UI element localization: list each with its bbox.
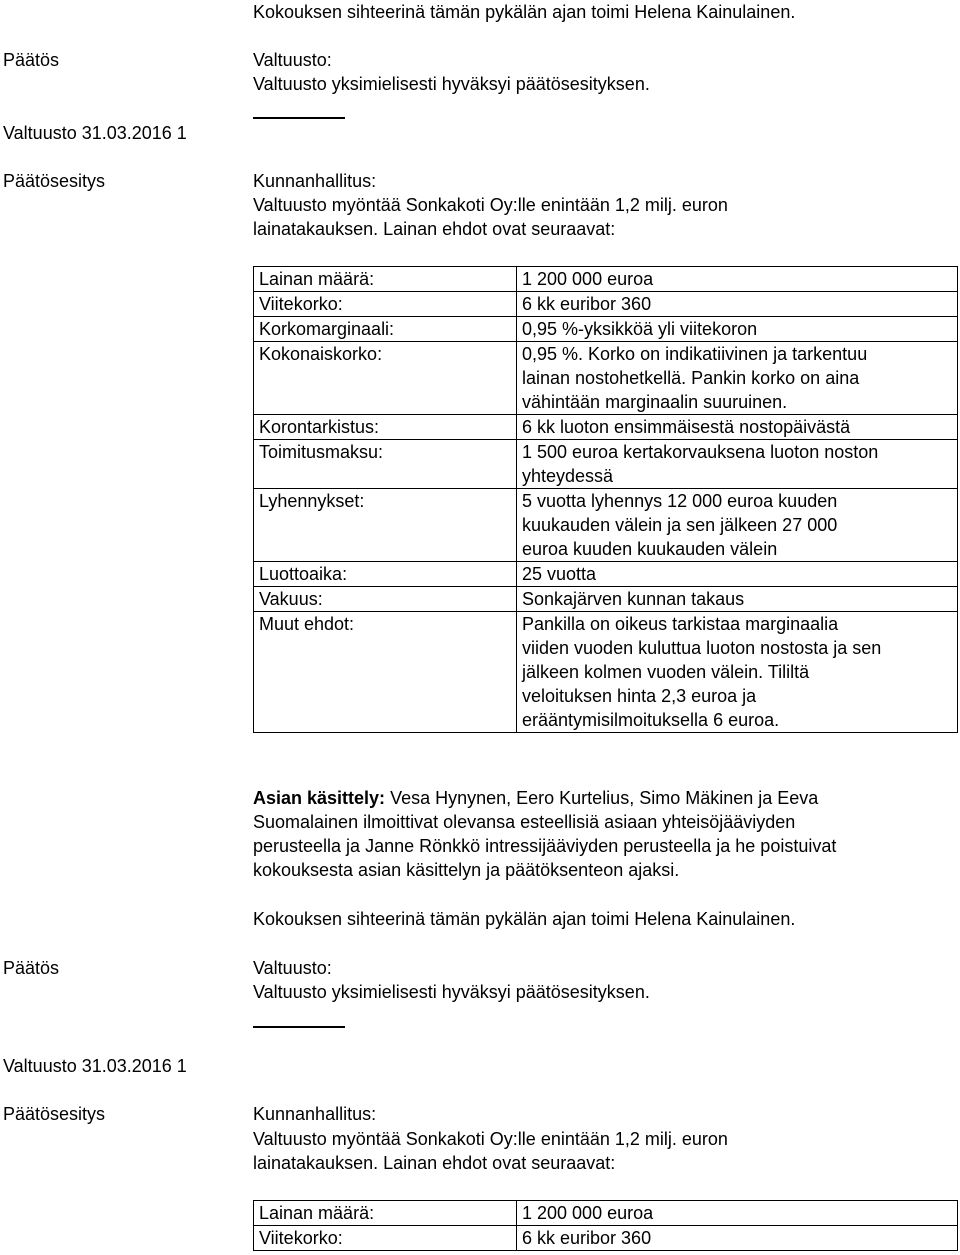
proposal-label: Päätösesitys — [3, 171, 106, 191]
term-value: Sonkajärven kunnan takaus — [517, 587, 958, 612]
meeting-reference: Valtuusto 31.03.2016 1 — [3, 1056, 187, 1076]
table-row — [254, 1226, 958, 1251]
handling-line: Suomalainen ilmoittivat olevansa esteellisiä asiaan yhteisöjääviyden — [253, 812, 796, 832]
council-label: Valtuusto: — [253, 50, 332, 70]
term-value: 25 vuotta — [517, 562, 958, 587]
proposal-text-line: Valtuusto myöntää Sonkakoti Oy:lle enintään 1,2 milj. euron — [253, 1129, 728, 1149]
proposal-text-line: lainatakauksen. Lainan ehdot ovat seuraavat: — [253, 1153, 616, 1173]
term-value-line: lainan nostohetkellä. Pankin korko on aina — [522, 368, 860, 388]
term-value: 1 200 000 euroa — [517, 267, 958, 292]
term-value-line: veloituksen hinta 2,3 euroa ja — [522, 686, 757, 706]
term-value-line: jälkeen kolmen vuoden välein. Tililtä — [522, 662, 810, 682]
term-value-line: 0,95 %. Korko on indikatiivinen ja tarkentuu — [522, 344, 868, 364]
table-row — [254, 440, 958, 489]
decision-text: Valtuusto yksimielisesti hyväksyi päätösesityksen. — [253, 74, 650, 94]
term-value: 6 kk euribor 360 — [517, 292, 958, 317]
handling-line: perusteella ja Janne Rönkkö intressijääviyden perusteella ja he poistuivat — [253, 836, 837, 856]
council-label: Valtuusto: — [253, 958, 332, 978]
proposal-label: Päätösesitys — [3, 1104, 106, 1124]
secretary-note: Kokouksen sihteerinä tämän pykälän ajan toimi Helena Kainulainen. — [253, 2, 796, 22]
term-label: Lainan määrä: — [254, 267, 517, 292]
handling-line: kokouksesta asian käsittelyn ja päätöksenteon ajaksi. — [253, 860, 680, 880]
table-row — [254, 489, 958, 562]
handling-label: Asian käsittely: — [253, 788, 386, 808]
table-row — [254, 267, 958, 292]
proposal-text-line: Valtuusto myöntää Sonkakoti Oy:lle enintään 1,2 milj. euron — [253, 195, 728, 215]
term-label: Korontarkistus: — [254, 415, 517, 440]
separator-rule — [253, 1026, 345, 1028]
term-value: 0,95 %-yksikköä yli viitekoron — [517, 317, 958, 342]
board-label: Kunnanhallitus: — [253, 171, 377, 191]
decision-label: Päätös — [3, 50, 60, 70]
loan-terms-table — [253, 1200, 958, 1251]
loan-terms-table — [253, 266, 958, 733]
decision-text: Valtuusto yksimielisesti hyväksyi päätösesityksen. — [253, 982, 650, 1002]
term-value-line: 5 vuotta lyhennys 12 000 euroa kuuden — [522, 491, 838, 511]
handling-line — [253, 786, 818, 810]
table-row — [254, 292, 958, 317]
term-label: Viitekorko: — [254, 1226, 517, 1251]
proposal-text-line: lainatakauksen. Lainan ehdot ovat seuraavat: — [253, 219, 616, 239]
term-value — [517, 612, 958, 733]
term-value-line: 1 500 euroa kertakorvauksena luoton noston — [522, 442, 879, 462]
term-label: Kokonaiskorko: — [254, 342, 517, 415]
table-row — [254, 317, 958, 342]
term-label: Vakuus: — [254, 587, 517, 612]
term-label: Muut ehdot: — [254, 612, 517, 733]
term-value: 6 kk luoton ensimmäisestä nostopäivästä — [517, 415, 958, 440]
term-value-line: yhteydessä — [522, 466, 614, 486]
term-label: Lyhennykset: — [254, 489, 517, 562]
term-value-line: erääntymisilmoituksella 6 euroa. — [522, 710, 780, 730]
term-value — [517, 440, 958, 489]
table-row — [254, 1201, 958, 1226]
table-row — [254, 562, 958, 587]
separator-rule — [253, 117, 345, 119]
term-value-line: Pankilla on oikeus tarkistaa marginaalia — [522, 614, 839, 634]
term-label: Viitekorko: — [254, 292, 517, 317]
table-row — [254, 587, 958, 612]
term-value — [517, 489, 958, 562]
term-label: Korkomarginaali: — [254, 317, 517, 342]
handling-text: Vesa Hynynen, Eero Kurtelius, Simo Mäkinen ja Eeva — [385, 788, 819, 808]
meeting-reference: Valtuusto 31.03.2016 1 — [3, 123, 187, 143]
term-value — [517, 342, 958, 415]
term-value: 1 200 000 euroa — [517, 1201, 958, 1226]
board-label: Kunnanhallitus: — [253, 1104, 377, 1124]
table-row — [254, 342, 958, 415]
term-value-line: kuukauden välein ja sen jälkeen 27 000 — [522, 515, 838, 535]
table-row — [254, 415, 958, 440]
decision-label: Päätös — [3, 958, 60, 978]
term-value-line: vähintään marginaalin suuruinen. — [522, 392, 788, 412]
secretary-note: Kokouksen sihteerinä tämän pykälän ajan toimi Helena Kainulainen. — [253, 909, 796, 929]
table-row — [254, 612, 958, 733]
term-value-line: viiden vuoden kuluttua luoton nostosta ja sen — [522, 638, 882, 658]
term-value-line: euroa kuuden kuukauden välein — [522, 539, 778, 559]
term-label: Luottoaika: — [254, 562, 517, 587]
term-label: Lainan määrä: — [254, 1201, 517, 1226]
term-value: 6 kk euribor 360 — [517, 1226, 958, 1251]
term-label: Toimitusmaksu: — [254, 440, 517, 489]
